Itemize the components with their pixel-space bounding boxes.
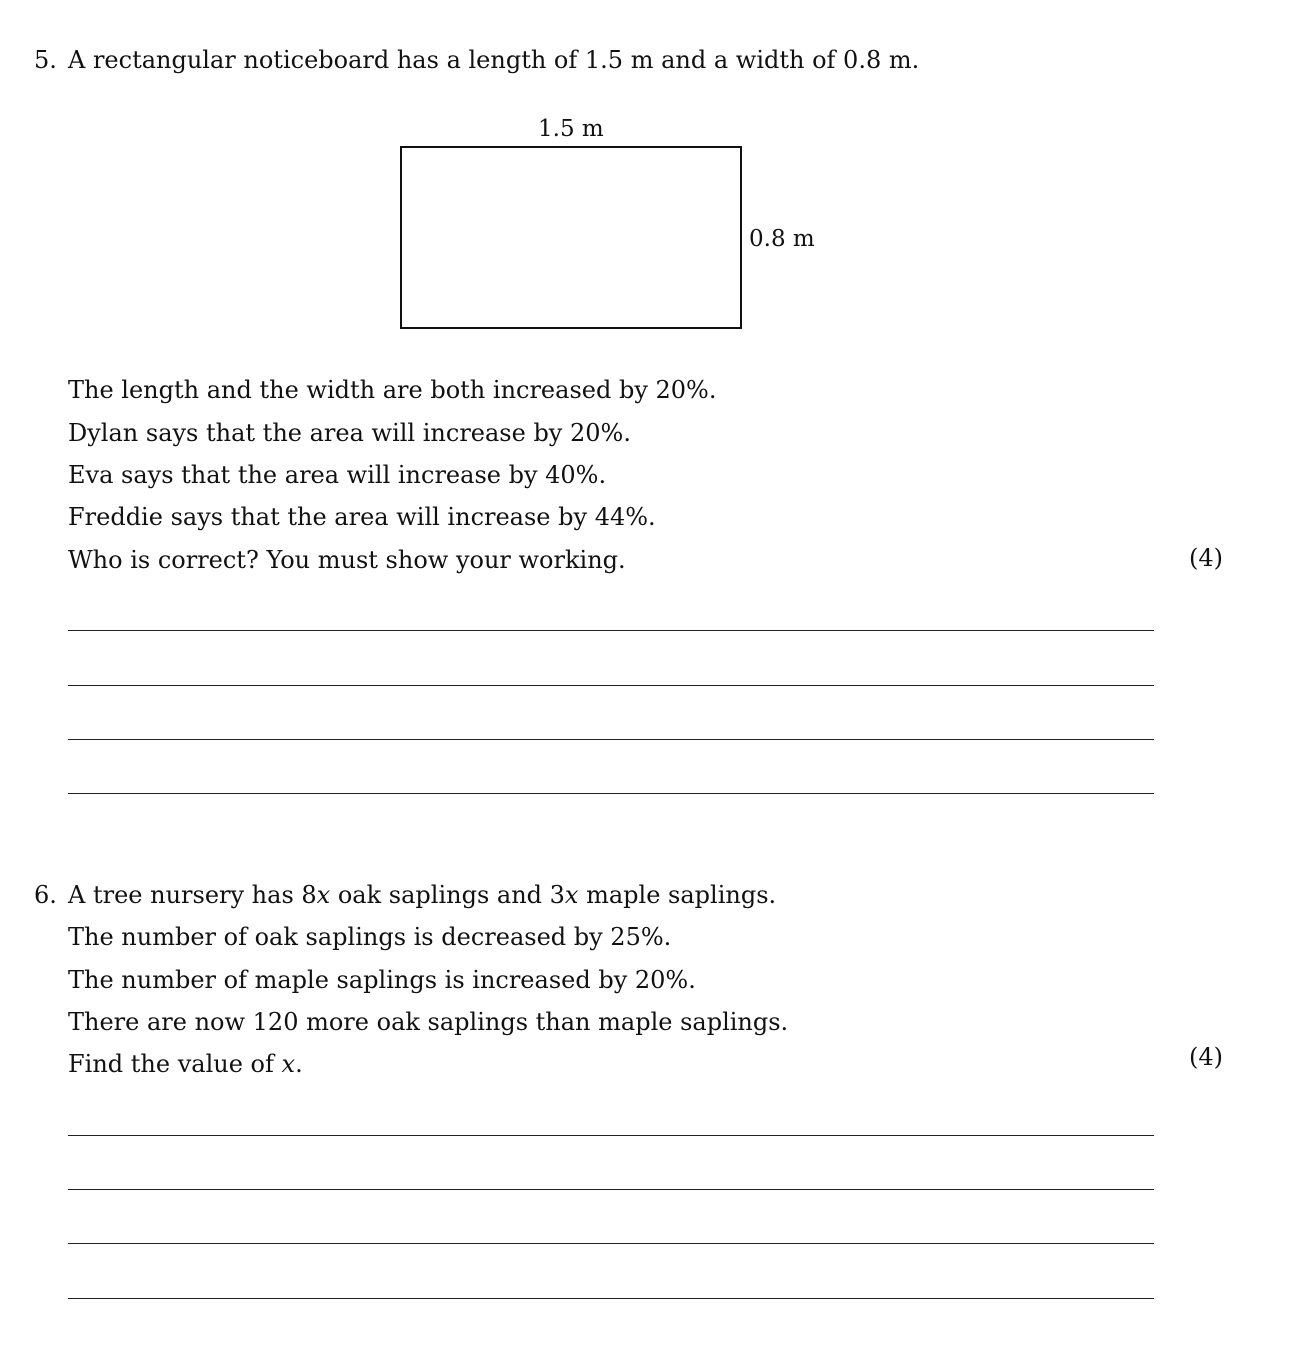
- question-6-prompt: Find the value of x.: [68, 1050, 303, 1078]
- question-5-stem: A rectangular noticeboard has a length of 1.5 m and a width of 0.8 m.: [68, 46, 920, 74]
- question-6-number: 6.: [34, 881, 57, 909]
- question-6-answer-line[interactable]: [68, 1243, 1154, 1244]
- question-5-prompt: Who is correct? You must show your working.: [68, 546, 626, 574]
- question-5-number: 5.: [34, 46, 57, 74]
- question-5-answer-line[interactable]: [68, 630, 1154, 631]
- question-6-stem: A tree nursery has 8x oak saplings and 3x maple saplings.: [68, 881, 777, 909]
- question-5-answer-line[interactable]: [68, 793, 1154, 794]
- diagram-width-label: 0.8 m: [749, 226, 815, 252]
- question-6-line: The number of oak saplings is decreased by 25%.: [68, 923, 672, 951]
- question-5-line: The length and the width are both increased by 20%.: [68, 376, 717, 404]
- question-5-line: Freddie says that the area will increase by 44%.: [68, 503, 656, 531]
- question-5-line: Dylan says that the area will increase by 20%.: [68, 419, 631, 447]
- question-5-answer-line[interactable]: [68, 685, 1154, 686]
- question-6-answer-line[interactable]: [68, 1298, 1154, 1299]
- noticeboard-rectangle: [400, 146, 742, 329]
- diagram-length-label: 1.5 m: [538, 116, 604, 142]
- question-5-answer-line[interactable]: [68, 739, 1154, 740]
- question-6-answer-line[interactable]: [68, 1135, 1154, 1136]
- question-6-line: The number of maple saplings is increased by 20%.: [68, 966, 696, 994]
- question-5-line: Eva says that the area will increase by 40%.: [68, 461, 607, 489]
- question-5-marks: (4): [1189, 544, 1223, 572]
- question-6-answer-line[interactable]: [68, 1189, 1154, 1190]
- question-6-marks: (4): [1189, 1043, 1223, 1071]
- question-6-line: There are now 120 more oak saplings than maple saplings.: [68, 1008, 789, 1036]
